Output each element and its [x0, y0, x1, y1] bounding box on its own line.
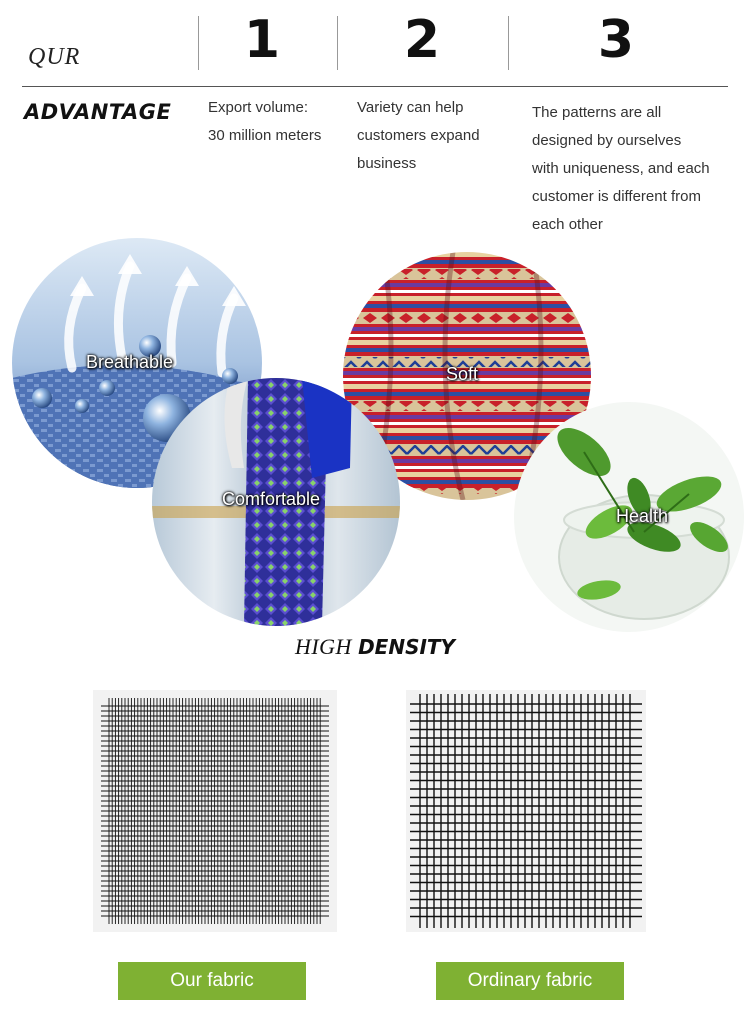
our-fabric-sample	[93, 690, 337, 932]
our-fabric-button[interactable]: Our fabric	[118, 962, 306, 1000]
health-label: Health	[616, 506, 669, 526]
divider	[508, 16, 509, 70]
header-rule	[22, 86, 728, 87]
density-text: DENSITY	[358, 635, 456, 659]
breathable-label: Breathable	[86, 352, 174, 372]
advantage-heading: ADVANTAGE	[24, 100, 172, 124]
advantage-number-1: 1	[243, 10, 281, 70]
advantage-number-2: 2	[403, 10, 441, 70]
advantage-number-3: 3	[597, 10, 635, 70]
comfortable-label: Comfortable	[222, 489, 321, 509]
health-image	[514, 402, 744, 632]
ordinary-fabric-sample	[406, 690, 646, 932]
comfortable-image	[152, 378, 400, 626]
soft-label: Soft	[446, 364, 479, 384]
high-text: HIGH	[294, 634, 352, 659]
ordinary-fabric-button[interactable]: Ordinary fabric	[436, 962, 624, 1000]
divider	[337, 16, 338, 70]
advantage-desc-1: Export volume: 30 million meters	[208, 99, 322, 144]
divider	[198, 16, 199, 70]
qur-heading: QUR	[28, 44, 81, 70]
advantage-desc-2: Variety can help customers expand business	[357, 99, 480, 172]
advantage-desc-3: The patterns are all designed by ourselves with uniqueness, and each customer is different from each other	[532, 104, 710, 233]
high-density-heading	[0, 634, 750, 660]
